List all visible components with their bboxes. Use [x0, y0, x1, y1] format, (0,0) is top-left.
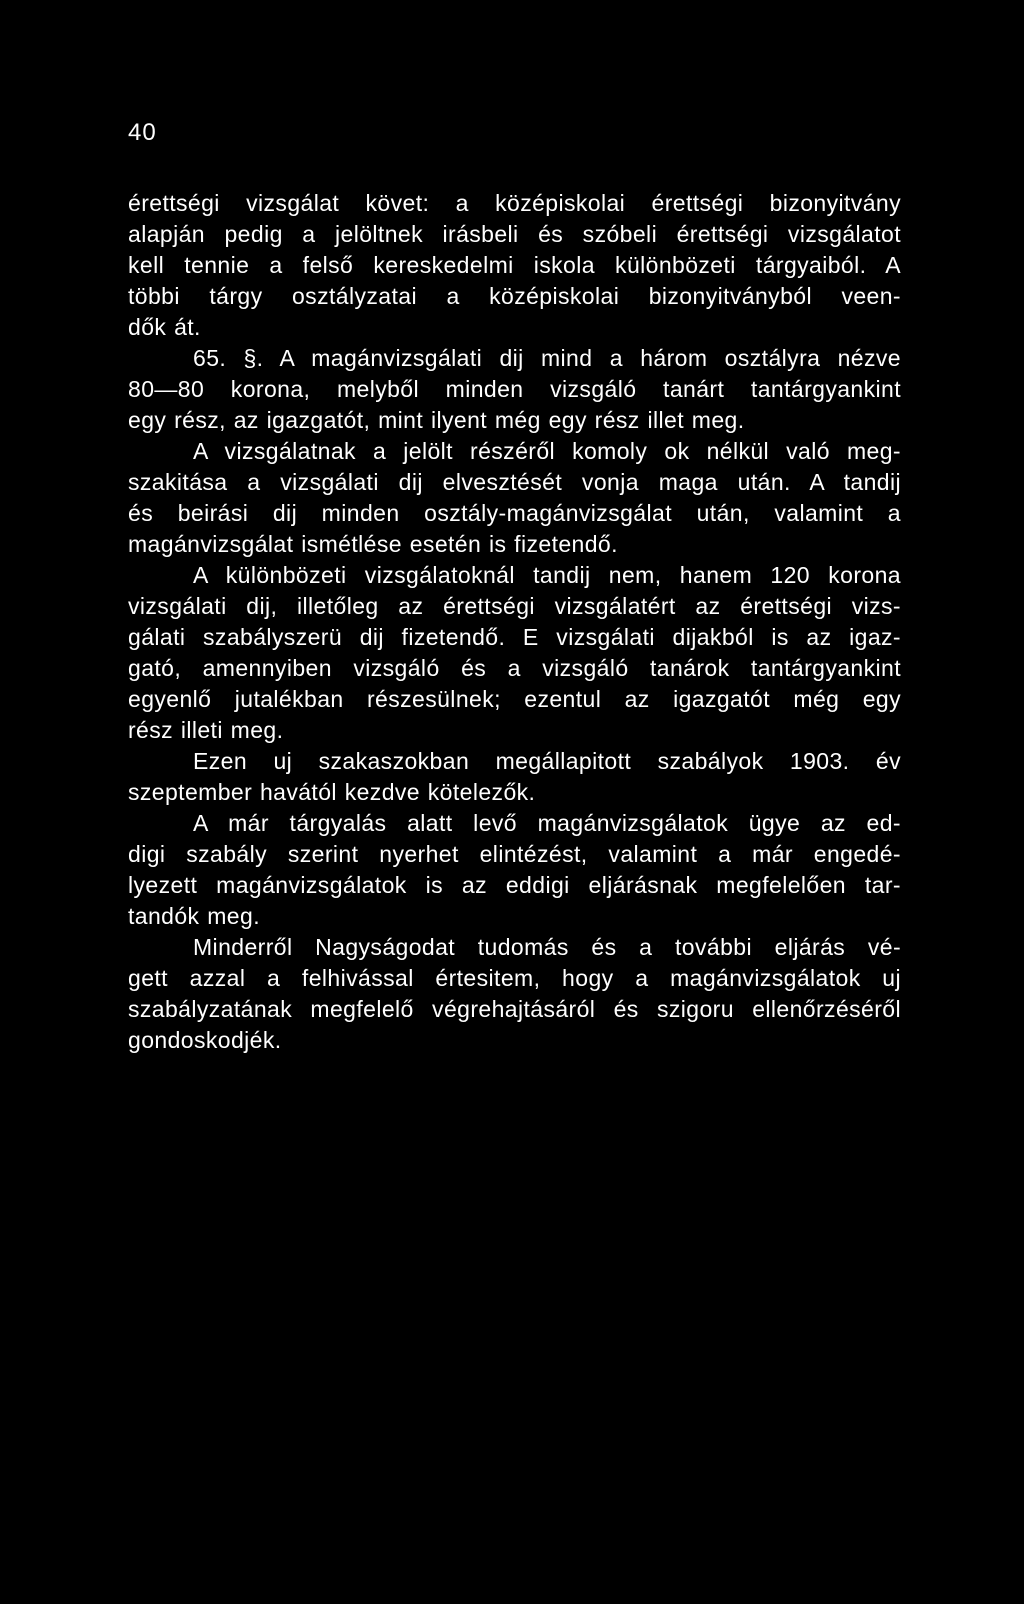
text-line: szakitása a vizsgálati dij elvesztését vonja maga után. A tandij: [128, 469, 901, 495]
text-line: szabályzatának megfelelő végrehajtásáról és szigoru ellenőrzéséről: [128, 996, 901, 1022]
text-line: gálati szabályszerü dij fizetendő. E vizsgálati dijakból is az igaz-: [128, 624, 901, 650]
page-number: 40: [128, 119, 157, 146]
text-line: egyenlő jutalékban részesülnek; ezentul az igazgatót még egy: [128, 686, 901, 712]
text-line: kell tennie a felső kereskedelmi iskola különbözeti tárgyaiból. A: [128, 252, 901, 278]
text-line: lyezett magánvizsgálatok is az eddigi eljárásnak megfelelően tar-: [128, 872, 901, 898]
text-line: gató, amennyiben vizsgáló és a vizsgáló tanárok tantárgyankint: [128, 655, 901, 681]
text-line: vizsgálati dij, illetőleg az érettségi vizsgálatért az érettségi vizs-: [128, 593, 901, 619]
text-line: A különbözeti vizsgálatoknál tandij nem, hanem 120 korona: [193, 562, 901, 588]
text-line: gondoskodjék.: [128, 1027, 282, 1053]
text-line: dők át.: [128, 314, 201, 340]
text-line: Ezen uj szakaszokban megállapitott szabályok 1903. év: [193, 748, 901, 774]
text-line: magánvizsgálat ismétlése esetén is fizetendő.: [128, 531, 618, 557]
text-line: digi szabály szerint nyerhet elintézést, valamint a már engedé-: [128, 841, 901, 867]
text-line: Minderről Nagyságodat tudomás és a további eljárás vé-: [193, 934, 901, 960]
text-line: és beirási dij minden osztály-magánvizsgálat után, valamint a: [128, 500, 901, 526]
text-line: 80—80 korona, melyből minden vizsgáló tanárt tantárgyankint: [128, 376, 901, 402]
text-line: szeptember havától kezdve kötelezők.: [128, 779, 536, 805]
text-line: A már tárgyalás alatt levő magánvizsgálatok ügye az ed-: [193, 810, 901, 836]
text-line: érettségi vizsgálat követ: a középiskolai érettségi bizonyitvány: [128, 190, 901, 216]
text-line: tandók meg.: [128, 903, 260, 929]
text-line: egy rész, az igazgatót, mint ilyent még egy rész illet meg.: [128, 407, 745, 433]
text-line: gett azzal a felhivással értesitem, hogy a magánvizsgálatok uj: [128, 965, 901, 991]
text-line: többi tárgy osztályzatai a középiskolai bizonyitványból veen-: [128, 283, 901, 309]
text-line: rész illeti meg.: [128, 717, 284, 743]
text-line: A vizsgálatnak a jelölt részéről komoly ok nélkül való meg-: [193, 438, 901, 464]
text-line: alapján pedig a jelöltnek irásbeli és szóbeli érettségi vizsgálatot: [128, 221, 901, 247]
text-line: 65. §. A magánvizsgálati dij mind a három osztályra nézve: [193, 345, 901, 371]
